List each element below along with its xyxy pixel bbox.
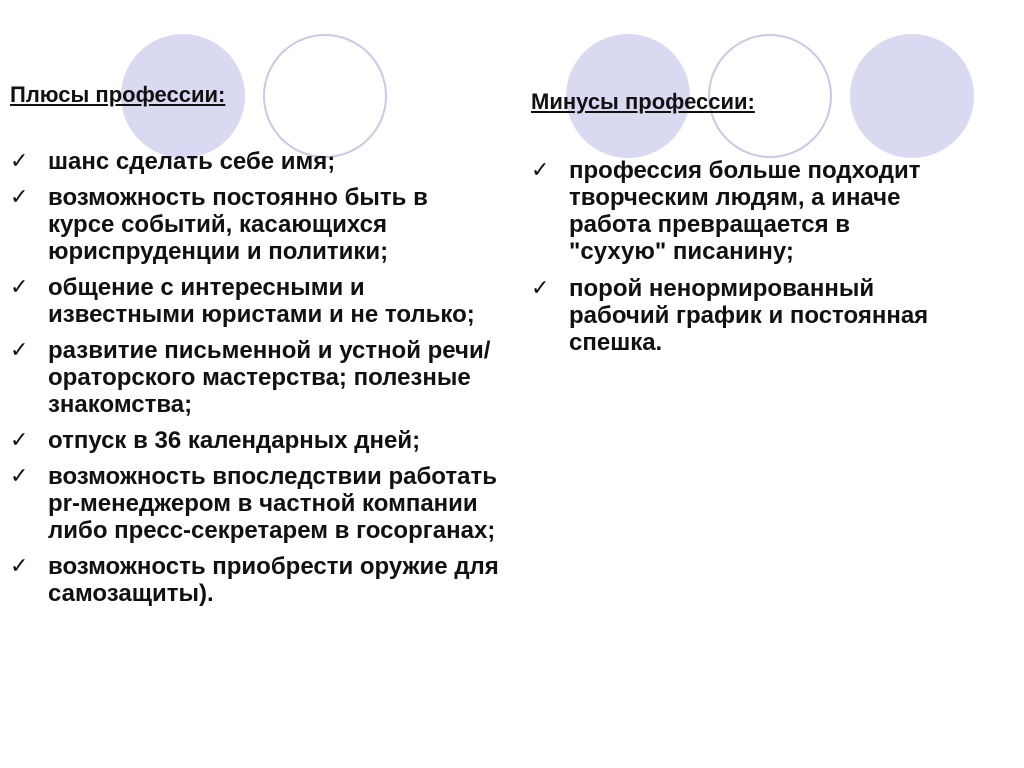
cons-item: ✓ профессия больше подходит творческим людям, а иначе работа превращается в "сухую" писанину; xyxy=(531,157,921,265)
check-icon: ✓ xyxy=(531,158,550,183)
check-icon: ✓ xyxy=(10,338,29,363)
decorative-circle-outline xyxy=(263,34,387,158)
cons-list xyxy=(531,157,951,366)
pros-heading: Плюсы профессии: xyxy=(10,82,226,107)
check-icon: ✓ xyxy=(10,275,29,300)
pros-item: ✓ шанс сделать себе имя; xyxy=(10,148,336,175)
check-icon: ✓ xyxy=(531,276,550,301)
cons-item: ✓ порой ненормированный рабочий график и постоянная спешка. xyxy=(531,275,929,356)
cons-heading: Минусы профессии: xyxy=(531,89,755,114)
pros-item: ✓ отпуск в 36 календарных дней; xyxy=(10,427,421,454)
pros-item: ✓ развитие письменной и устной речи/ораторского мастерства; полезные знакомства; xyxy=(10,337,491,418)
pros-item: ✓ общение с интересными и известными юристами и не только; xyxy=(10,274,475,328)
check-icon: ✓ xyxy=(10,185,29,210)
check-icon: ✓ xyxy=(10,428,29,453)
check-icon: ✓ xyxy=(10,464,29,489)
pros-list xyxy=(10,148,500,616)
check-icon: ✓ xyxy=(10,554,29,579)
check-icon: ✓ xyxy=(10,149,29,174)
decorative-circle-filled xyxy=(850,34,974,158)
pros-item: ✓ возможность впоследствии работать pr-менеджером в частной компании либо пресс-секретарем в госорганах; xyxy=(10,463,497,544)
pros-item: ✓ возможность приобрести оружие для самозащиты). xyxy=(10,553,499,607)
pros-item: ✓ возможность постоянно быть в курсе событий, касающихся юриспруденции и политики; xyxy=(10,184,428,265)
